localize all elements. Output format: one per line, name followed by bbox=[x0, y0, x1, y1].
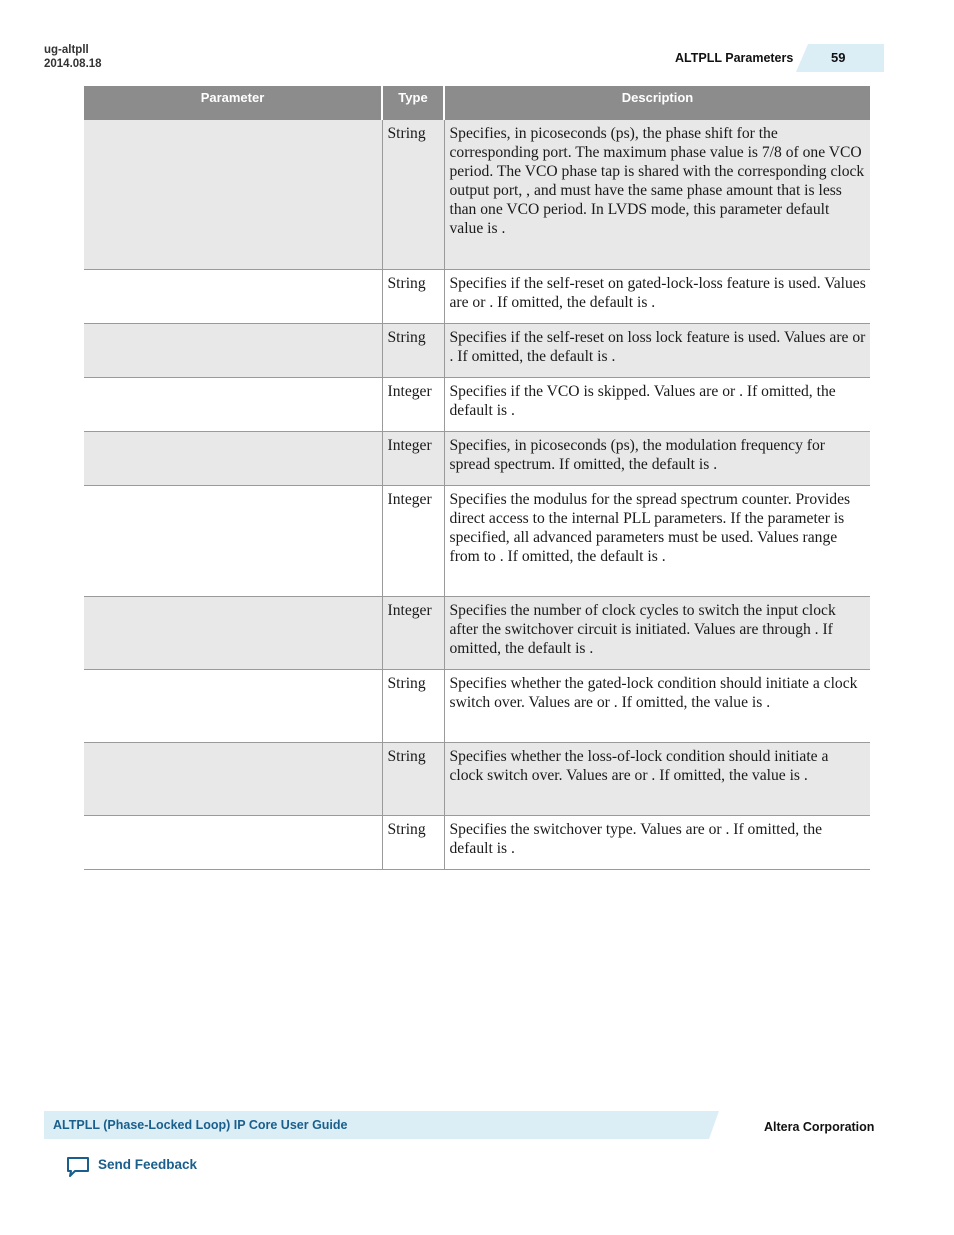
type-cell: String bbox=[382, 669, 444, 742]
column-header-type: Type bbox=[382, 86, 444, 120]
description-cell: Specifies if the VCO is skipped. Values are or . If omitted, the default is . bbox=[444, 377, 870, 431]
parameter-cell bbox=[84, 669, 382, 742]
description-cell: Specifies, in picoseconds (ps), the modulation frequency for spread spectrum. If omitted, the default is . bbox=[444, 431, 870, 485]
type-cell: String bbox=[382, 815, 444, 869]
table-row bbox=[84, 485, 870, 596]
type-cell: String bbox=[382, 323, 444, 377]
table-row bbox=[84, 431, 870, 485]
table-row bbox=[84, 323, 870, 377]
table-row bbox=[84, 669, 870, 742]
table-row bbox=[84, 815, 870, 869]
type-cell: Integer bbox=[382, 377, 444, 431]
description-cell: Specifies if the self-reset on gated-lock-loss feature is used. Values are or . If omitted, the default is . bbox=[444, 269, 870, 323]
parameter-cell bbox=[84, 431, 382, 485]
doc-date: 2014.08.18 bbox=[44, 58, 102, 70]
section-title: ALTPLL Parameters bbox=[675, 51, 794, 65]
description-cell: Specifies if the self-reset on loss lock feature is used. Values are or . If omitted, the default is . bbox=[444, 323, 870, 377]
table-row bbox=[84, 377, 870, 431]
parameter-cell bbox=[84, 269, 382, 323]
parameters-table bbox=[84, 86, 870, 870]
description-cell: Specifies the number of clock cycles to switch the input clock after the switchover circuit is initiated. Values are through . If omitted, the default is . bbox=[444, 596, 870, 669]
table-row bbox=[84, 742, 870, 815]
doc-code: ug-altpll bbox=[44, 44, 89, 56]
type-cell: Integer bbox=[382, 485, 444, 596]
parameter-cell bbox=[84, 377, 382, 431]
type-cell: String bbox=[382, 120, 444, 269]
parameter-cell bbox=[84, 596, 382, 669]
parameter-cell bbox=[84, 815, 382, 869]
type-cell: String bbox=[382, 269, 444, 323]
description-cell: Specifies whether the loss-of-lock condition should initiate a clock switch over. Values are or . If omitted, the value is . bbox=[444, 742, 870, 815]
parameter-cell bbox=[84, 323, 382, 377]
guide-title-link[interactable]: ALTPLL (Phase-Locked Loop) IP Core User Guide bbox=[53, 1118, 348, 1132]
description-cell: Specifies the modulus for the spread spectrum counter. Provides direct access to the internal PLL parameters. If the parameter is specified, all advanced parameters must be used. Values range from to . If omitted, the default is . bbox=[444, 485, 870, 596]
column-header-parameter: Parameter bbox=[84, 86, 382, 120]
description-cell: Specifies, in picoseconds (ps), the phase shift for the corresponding port. The maximum phase value is 7/8 of one VCO period. The VCO phase tap is shared with the corresponding clock output port, , and must have the same phase amount that is less than one VCO period. In LVDS mode, this parameter default value is . bbox=[444, 120, 870, 269]
send-feedback-link[interactable]: Send Feedback bbox=[98, 1157, 198, 1172]
description-cell: Specifies the switchover type. Values are or . If omitted, the default is . bbox=[444, 815, 870, 869]
table-row bbox=[84, 269, 870, 323]
description-cell: Specifies whether the gated-lock condition should initiate a clock switch over. Values are or . If omitted, the value is . bbox=[444, 669, 870, 742]
type-cell: String bbox=[382, 742, 444, 815]
feedback-speech-bubble-icon[interactable] bbox=[66, 1155, 90, 1179]
table-row bbox=[84, 120, 870, 269]
type-cell: Integer bbox=[382, 596, 444, 669]
parameter-cell bbox=[84, 485, 382, 596]
parameter-cell bbox=[84, 742, 382, 815]
column-header-description: Description bbox=[444, 86, 870, 120]
document-id bbox=[44, 43, 102, 71]
type-cell: Integer bbox=[382, 431, 444, 485]
parameter-cell bbox=[84, 120, 382, 269]
company-name: Altera Corporation bbox=[764, 1120, 875, 1134]
table-header-row bbox=[84, 86, 870, 120]
page-number: 59 bbox=[831, 50, 846, 65]
table-row bbox=[84, 596, 870, 669]
